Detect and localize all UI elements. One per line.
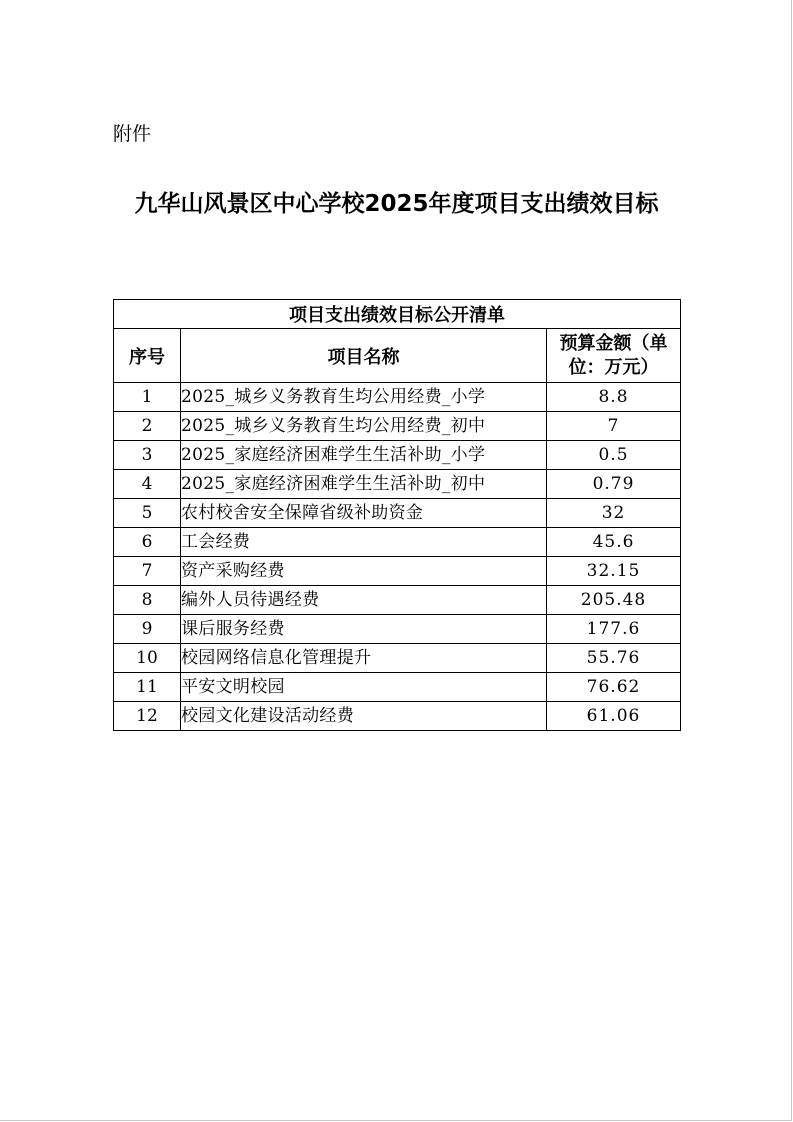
row-amount-cell: 32.15 <box>547 557 681 586</box>
table-row <box>114 441 681 470</box>
attachment-label: 附件 <box>113 123 152 145</box>
row-amount-cell: 0.5 <box>547 441 681 470</box>
row-amount-cell: 8.8 <box>547 383 681 412</box>
table-row <box>114 499 681 528</box>
row-amount-cell: 61.06 <box>547 702 681 731</box>
row-amount-cell: 7 <box>547 412 681 441</box>
table-row <box>114 412 681 441</box>
table-row <box>114 673 681 702</box>
row-amount-cell: 55.76 <box>547 644 681 673</box>
row-seq-cell: 11 <box>114 673 181 702</box>
table-row <box>114 470 681 499</box>
table-row <box>114 615 681 644</box>
row-name-cell: 课后服务经费 <box>181 615 547 644</box>
table-row <box>114 586 681 615</box>
table-body <box>114 383 681 731</box>
document-title: 九华山风景区中心学校2025年度项目支出绩效目标 <box>134 191 659 217</box>
row-name-cell: 编外人员待遇经费 <box>181 586 547 615</box>
budget-table <box>113 299 681 731</box>
row-amount-cell: 45.6 <box>547 528 681 557</box>
table-row <box>114 528 681 557</box>
table-caption: 项目支出绩效目标公开清单 <box>114 300 681 329</box>
header-amount: 预算金额（单位：万元） <box>547 329 681 383</box>
row-seq-cell: 4 <box>114 470 181 499</box>
row-seq-cell: 1 <box>114 383 181 412</box>
row-amount-cell: 0.79 <box>547 470 681 499</box>
header-seq: 序号 <box>114 329 181 383</box>
row-amount-cell: 32 <box>547 499 681 528</box>
row-seq-cell: 5 <box>114 499 181 528</box>
row-amount-cell: 205.48 <box>547 586 681 615</box>
row-name-cell: 2025_城乡义务教育生均公用经费_小学 <box>181 383 547 412</box>
row-name-cell: 2025_城乡义务教育生均公用经费_初中 <box>181 412 547 441</box>
row-seq-cell: 10 <box>114 644 181 673</box>
row-amount-cell: 76.62 <box>547 673 681 702</box>
row-seq-cell: 6 <box>114 528 181 557</box>
table-row <box>114 557 681 586</box>
row-name-cell: 农村校舍安全保障省级补助资金 <box>181 499 547 528</box>
row-name-cell: 资产采购经费 <box>181 557 547 586</box>
table-row <box>114 383 681 412</box>
row-name-cell: 2025_家庭经济困难学生生活补助_初中 <box>181 470 547 499</box>
row-name-cell: 平安文明校园 <box>181 673 547 702</box>
table-header-row <box>114 329 681 383</box>
table-caption-row <box>114 300 681 329</box>
header-name: 项目名称 <box>181 329 547 383</box>
row-seq-cell: 2 <box>114 412 181 441</box>
row-seq-cell: 8 <box>114 586 181 615</box>
row-amount-cell: 177.6 <box>547 615 681 644</box>
row-seq-cell: 7 <box>114 557 181 586</box>
row-name-cell: 工会经费 <box>181 528 547 557</box>
row-seq-cell: 12 <box>114 702 181 731</box>
row-seq-cell: 3 <box>114 441 181 470</box>
table-row <box>114 702 681 731</box>
row-name-cell: 2025_家庭经济困难学生生活补助_小学 <box>181 441 547 470</box>
row-name-cell: 校园文化建设活动经费 <box>181 702 547 731</box>
row-seq-cell: 9 <box>114 615 181 644</box>
row-name-cell: 校园网络信息化管理提升 <box>181 644 547 673</box>
table-row <box>114 644 681 673</box>
